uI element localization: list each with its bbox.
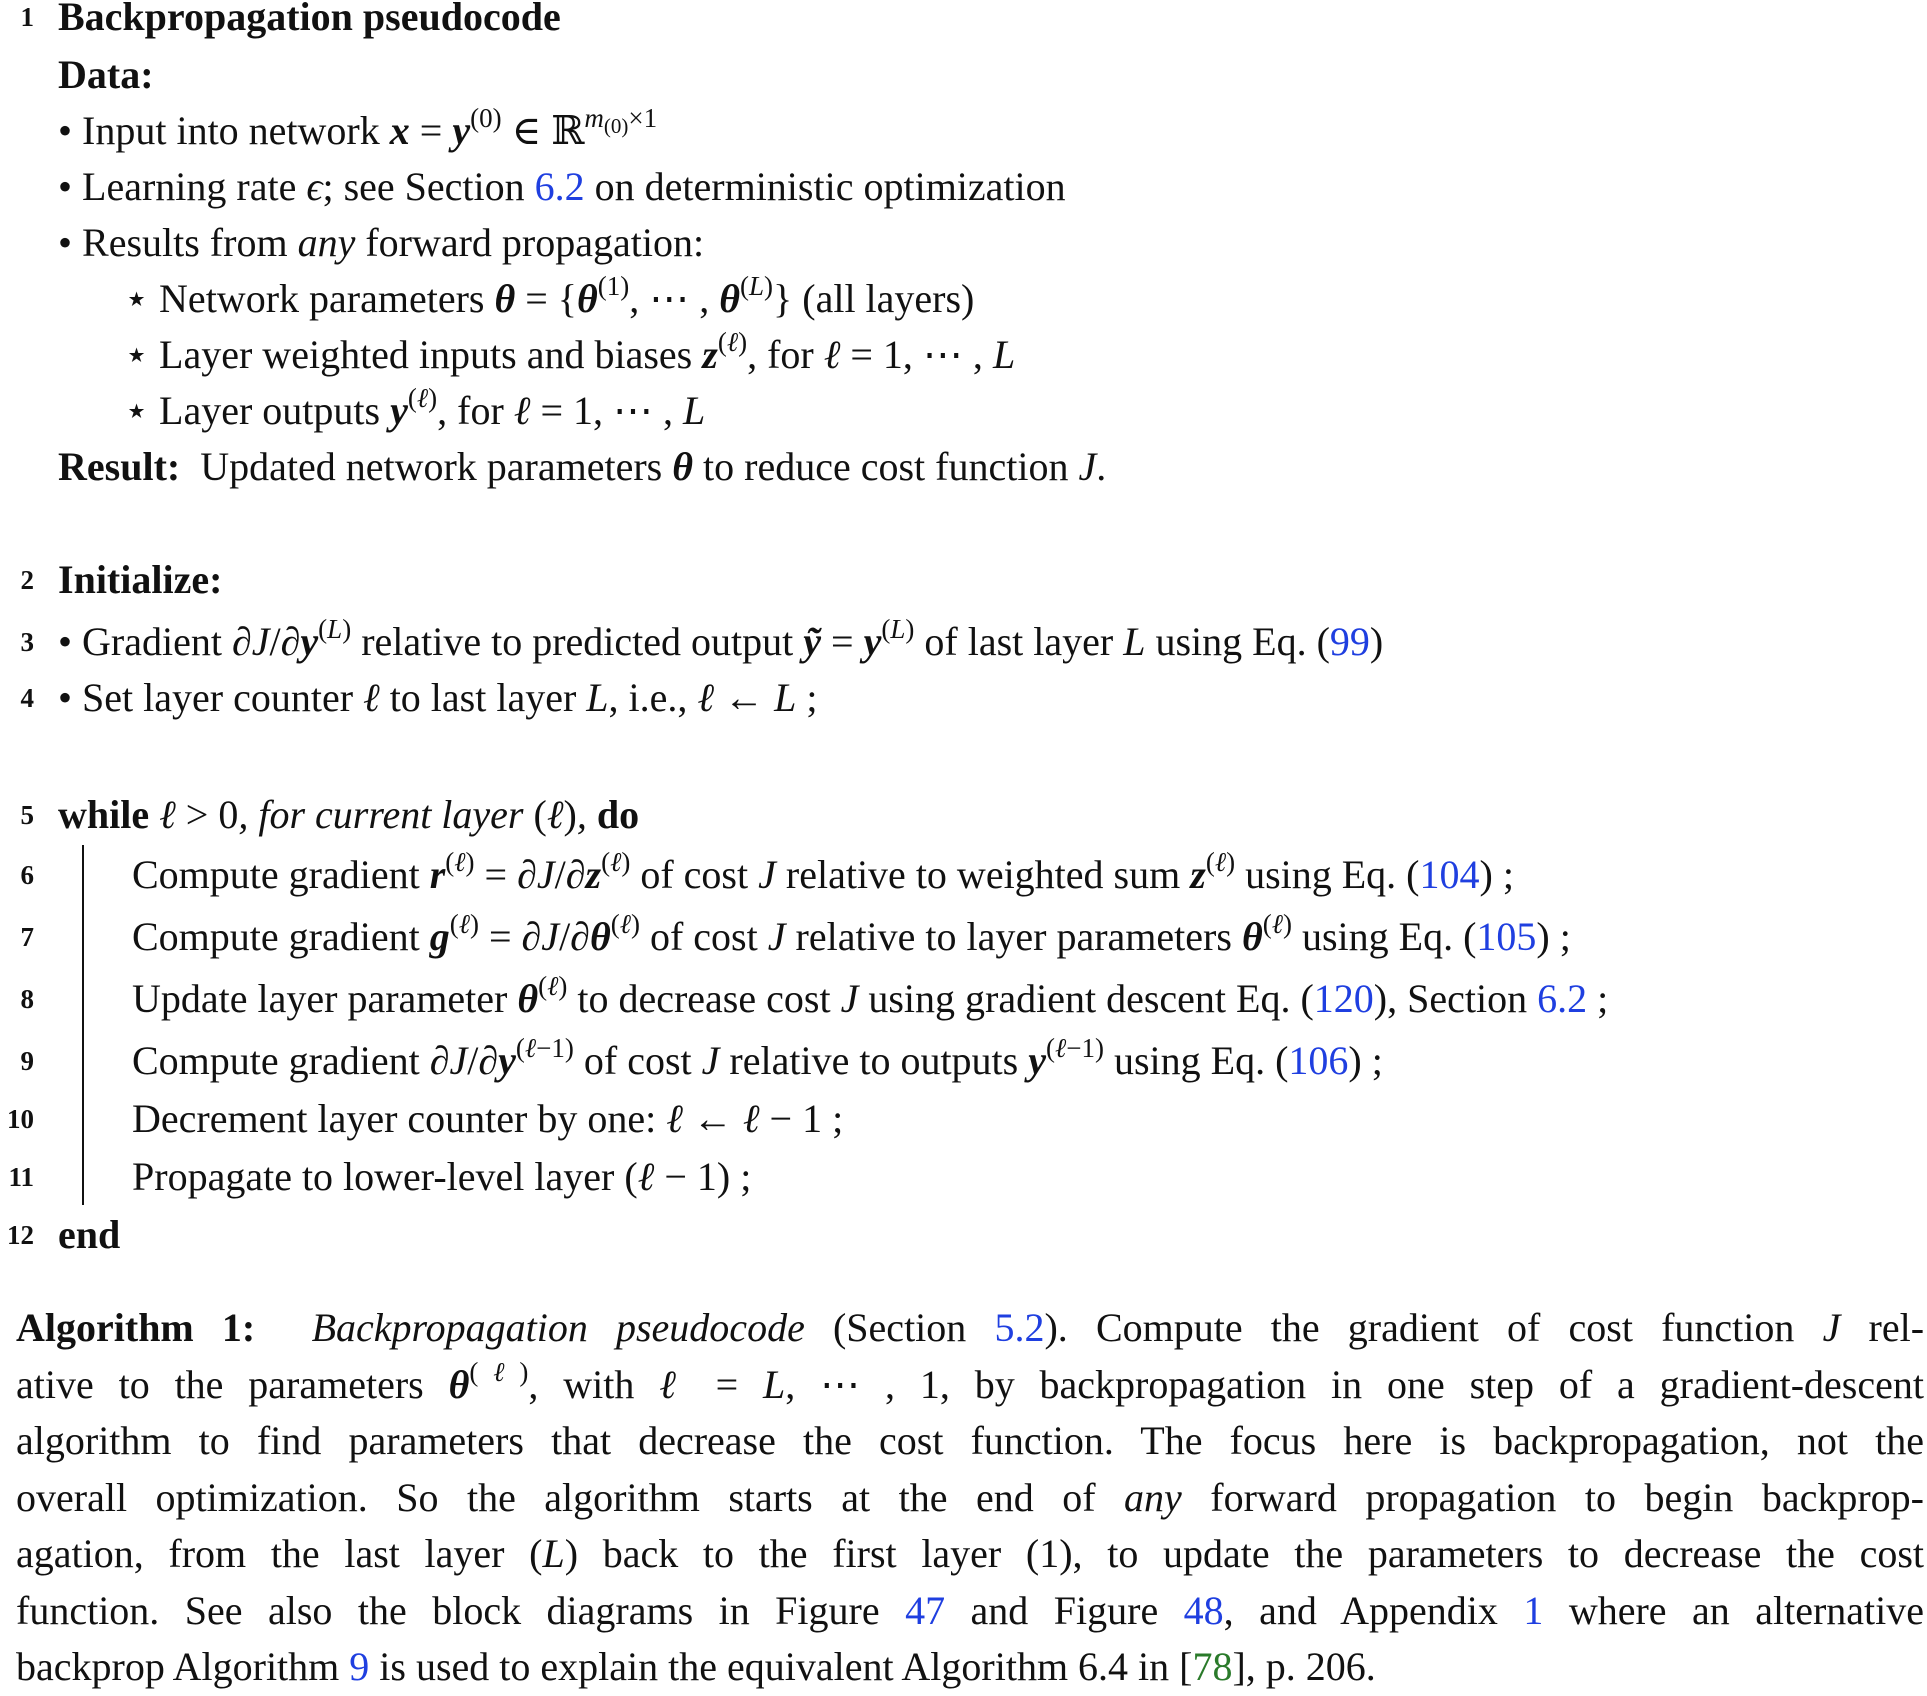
section-5-2-link[interactable]: 5.2 <box>994 1305 1045 1350</box>
line-number: 10 <box>7 1104 34 1134</box>
line-number: 8 <box>20 984 34 1014</box>
caption-title: Backpropagation pseudocode <box>311 1305 805 1350</box>
eq-104-link[interactable]: 104 <box>1419 852 1480 897</box>
eq-105-link[interactable]: 105 <box>1476 914 1537 959</box>
line-number: 12 <box>7 1220 34 1250</box>
initialize-label: Initialize: <box>58 557 223 602</box>
figure-48-link[interactable]: 48 <box>1183 1587 1224 1633</box>
end-keyword: end <box>58 1212 121 1257</box>
citation-78-link[interactable]: 78 <box>1192 1644 1233 1689</box>
algorithm-caption: Algorithm 1: Backpropagation pseudocode (Section 5.2). Compute the gradient of cost function J rel- ative to the parameters $\theta^{(\ell)}$, with ℓ = L, ⋯ , 1, by backpropagation in one step of a gradient-descent algorithm to find parameters that decrease the cost function. The focus here is backpropagation, not the overall optimization. So the algorithm starts at the end of any forward propagation to begin backprop- agation, from the last layer (L) back to the first layer (1), to update the parameters to decrease the cost function. See also the block diagrams in Figure 47 and Figure 48, and Appendix 1 where an alternative backprop Algorithm 9 is used to explain the equivalent Algorithm 6.4 in [78], p. 206. <box>16 1305 1925 1689</box>
algorithm-page: 1 Backpropagation pseudocode Data: • Input into network $x = y^{(0)}$ ∈ ℝ$^{m_{(0)}\times 1}$ • Learning rate ϵ; see Section 6.2 on deterministic optimization • Results from any forward propagation: ⋆ Network parameters $\theta = \{\theta^{(1)}$, ⋯ , $\theta^{(L)}$} (all layers) ⋆ Layer weighted inputs and biases $z^{(\ell)}$, for ℓ = 1, ⋯ , L ⋆ Layer outputs $y^{(\ell)}$, for ℓ = 1, ⋯ , L Result: Updated network parameters θ to reduce cost function J. 2 Initialize: 3 • Gradient $\partial J/\partial y^{(L)}$ relative to predicted output ỹ = $y^{(L)}$ of last layer L using Eq. (99) 4 • Set layer counter ℓ to last layer L, i.e., ℓ ← L ; 5 while ℓ > 0, for current layer (ℓ), do 6 Compute gradient $r^{(\ell)} = \partial J/\partial z^{(\ell)}$ of cost J relative to weighted sum $z^{(\ell)}$ using Eq. (104) ; 7 Compute gradient $g^{(\ell)} = \partial J/\partial\theta^{(\ell)}$ of cost J relative to layer parameters $\theta^{(\ell)}$ using Eq. (105) ; 8 Update layer parameter $\theta^{(\ell)}$ to decrease cost J using gradient descent Eq. (120), Section 6.2 ; 9 Compute gradient $\partial J/\partial y^{(\ell-1)}$ of cost J relative to outputs $y^{(\ell-1)}$ using Eq. (106) ; 10 Decrement layer counter by one: ℓ ← ℓ − 1 ; 11 Propagate to lower-level layer (ℓ − 1) ; 12 end Algorithm 1: Backpropagation pseudocode (Section 5.2). Compute the gradient of cost function J rel- ative to the parameters $\theta^{(\ell)}$, with ℓ = L, ⋯ , 1, by backpropagation in one step of a gradient-descent algorithm to find parameters that decrease the cost function. The focus here is backpropagation, not the overall optimization. So the algorithm starts at the end of any forward propagation to begin backprop- agation, from the last layer (L) back to the first layer (1), to update the parameters to decrease the cost function. See also the block diagrams in Figure 47 and Figure 48, and Appendix 1 where an alternative backprop Algorithm 9 is used to explain the equivalent Algorithm 6.4 in [78], p. 206. <box>0 0 1927 1694</box>
caption-label: Algorithm 1: <box>16 1305 256 1350</box>
figure-47-link[interactable]: 47 <box>905 1587 946 1633</box>
section-6-2-link[interactable]: 6.2 <box>1537 976 1588 1021</box>
data-label: Data: <box>58 52 154 97</box>
line-number: 4 <box>20 683 34 713</box>
do-keyword: do <box>596 792 640 837</box>
line-number: 1 <box>20 2 34 32</box>
algorithm-title: Backpropagation pseudocode <box>58 0 561 39</box>
star-bullet-icon: ⋆ <box>124 276 150 321</box>
algorithm-9-link[interactable]: 9 <box>349 1644 370 1689</box>
while-keyword: while <box>58 792 150 837</box>
appendix-1-link[interactable]: 1 <box>1523 1587 1544 1633</box>
line-number: 2 <box>20 565 34 595</box>
eq-99-link[interactable]: 99 <box>1329 619 1370 664</box>
loop-body-rule <box>82 845 84 1205</box>
line-number: 6 <box>20 860 34 890</box>
star-bullet-icon: ⋆ <box>124 332 150 377</box>
section-6-2-link[interactable]: 6.2 <box>534 164 585 209</box>
line-number: 9 <box>20 1046 34 1076</box>
line-number: 7 <box>20 922 34 952</box>
line-number: 11 <box>8 1162 34 1192</box>
result-label: Result: <box>58 444 181 489</box>
line-number: 5 <box>20 800 34 830</box>
eq-120-link[interactable]: 120 <box>1313 976 1374 1021</box>
eq-106-link[interactable]: 106 <box>1288 1038 1349 1083</box>
star-bullet-icon: ⋆ <box>124 388 150 433</box>
line-number: 3 <box>20 627 34 657</box>
